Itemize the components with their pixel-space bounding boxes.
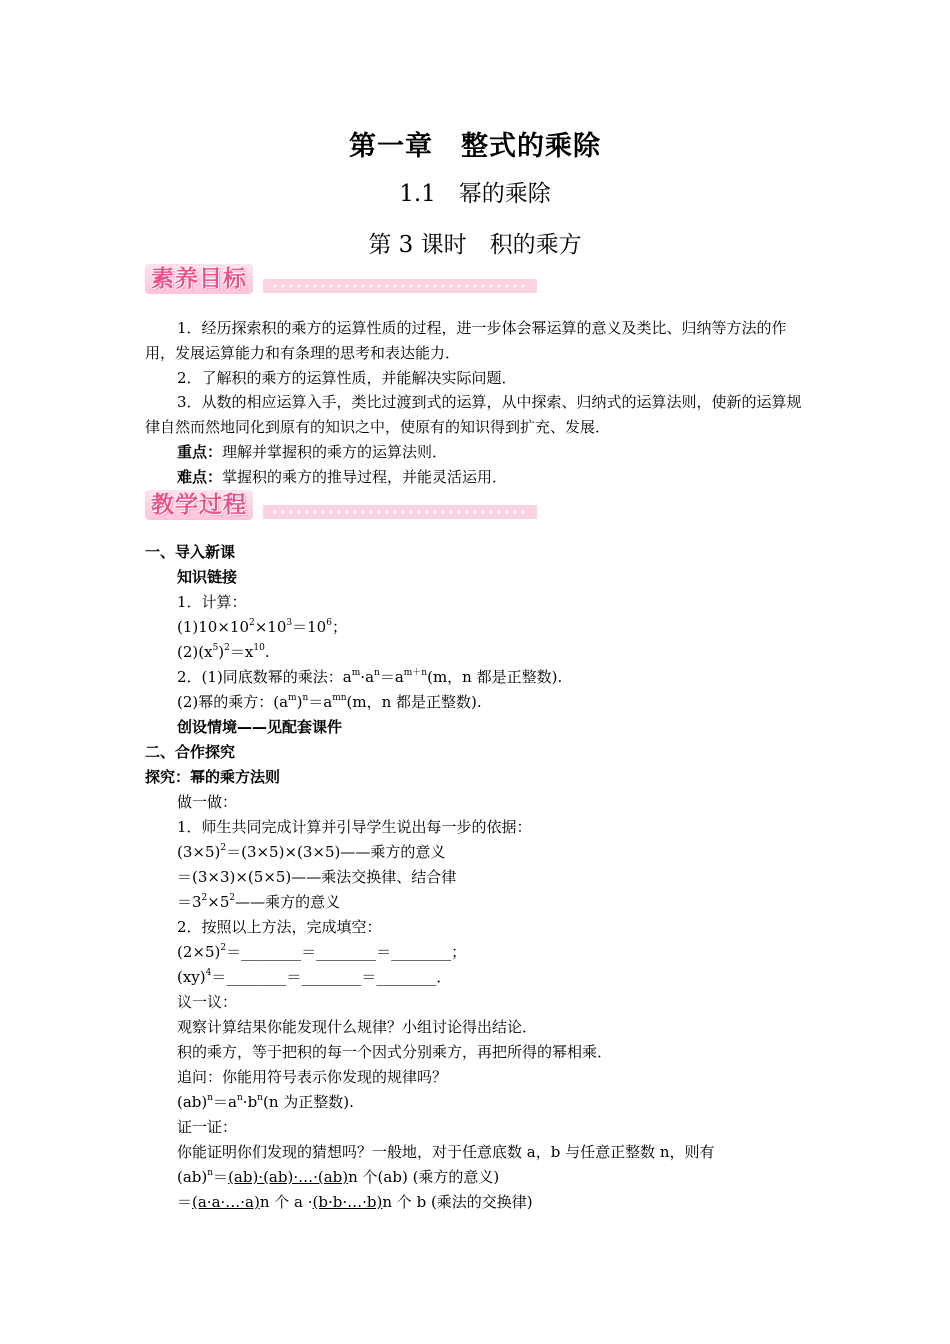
do-step-2: 2．按照以上方法，完成填空： <box>177 918 382 936</box>
sup: 2 <box>220 843 227 853</box>
text: (2)(x <box>177 643 213 661</box>
text: ＝(3×5)×(3×5)——乘方的意义 <box>226 843 446 861</box>
text: ＝________＝________＝________； <box>226 943 467 961</box>
sup: 4 <box>205 968 212 978</box>
proof-line-1 <box>177 1167 499 1187</box>
do-expr-1 <box>177 842 445 862</box>
text: ＝a <box>308 693 333 711</box>
section-heading-2: 二、合作探究 <box>145 743 236 761</box>
difficulty <box>177 467 507 487</box>
knowledge-link-heading: 知识链接 <box>177 568 238 586</box>
goal-1: 1．经历探索积的乘方的运算性质的过程，进一步体会幂运算的意义及类比、归纳等方法的作用，发展运算能力和有条理的思考和表达能力． <box>145 319 787 362</box>
explore-heading: 探究：幂的乘方法则 <box>145 768 281 786</box>
text: ×10 <box>254 618 287 636</box>
process-banner <box>145 490 537 524</box>
sup: 5 <box>212 643 219 653</box>
formula-line <box>177 1092 354 1112</box>
text: (ab) <box>177 1168 208 1186</box>
lesson-title: 第 3 课时 积的乘方 <box>368 232 582 258</box>
sup: n <box>302 693 309 703</box>
text: ) <box>218 643 225 661</box>
difficulty-text: 掌握积的乘方的推导过程，并能灵活运用． <box>222 468 508 486</box>
difficulty-label: 难点： <box>177 468 223 486</box>
text: ——乘方的意义 <box>235 893 341 911</box>
discuss-q2: 积的乘方，等于把积的每一个因式分别乘方，再把所得的幂相乘． <box>177 1043 613 1061</box>
text: n 个 b (乘法的交换律) <box>382 1193 533 1211</box>
do-expr-3 <box>177 892 340 912</box>
key-point-text: 理解并掌握积的乘方的运算法则． <box>222 443 448 461</box>
text: ＝ <box>213 1168 229 1186</box>
underlined-text: (a·a·…·a) <box>192 1193 260 1211</box>
sup: 2 <box>249 618 255 628</box>
text: ＝10 <box>292 618 327 636</box>
sup: m <box>288 693 297 703</box>
text: (ab) <box>177 1093 208 1111</box>
underlined-text: (b·b·…·b) <box>312 1193 383 1211</box>
prove-text: 你能证明你们发现的猜想吗？一般地，对于任意底数 a，b 与任意正整数 n，则有 <box>177 1143 715 1161</box>
text: 2．(1)同底数幂的乘法：a <box>177 668 352 686</box>
expr-1 <box>177 617 347 637</box>
sup: 2 <box>220 943 227 953</box>
rule-2 <box>177 692 482 712</box>
process-banner-label: 教学过程 <box>145 490 253 520</box>
fill-blank-1 <box>177 942 466 962</box>
text: (m，n 都是正整数). <box>346 693 482 711</box>
discuss-q1: 观察计算结果你能发现什么规律？小组讨论得出结论． <box>177 1018 538 1036</box>
sup: n <box>374 668 380 678</box>
sup: m <box>351 668 361 678</box>
goals-banner-label: 素养目标 <box>145 264 253 294</box>
banner-dots <box>271 510 527 514</box>
text: (n 为正整数). <box>262 1093 354 1111</box>
chapter-title: 第一章 整式的乘除 <box>349 131 601 162</box>
section-title: 1.1 幂的乘除 <box>399 181 551 207</box>
do-expr-2: ＝(3×3)×(5×5)——乘法交换律、结合律 <box>177 868 457 886</box>
text: . <box>264 643 270 661</box>
text: n 个 a · <box>259 1193 313 1211</box>
text: n 个(ab) (乘方的意义) <box>348 1168 500 1186</box>
discuss-label: 议一议： <box>177 993 238 1011</box>
banner-dots <box>271 284 527 288</box>
sup: m＋n <box>403 668 428 678</box>
do-step-1: 1．师生共同完成计算并引导学生说出每一步的依据： <box>177 818 532 836</box>
sup: 10 <box>253 643 265 653</box>
fill-blank-2 <box>177 967 451 987</box>
sup: n <box>237 1093 243 1103</box>
text: ＝a <box>379 668 404 686</box>
text: (2×5) <box>177 943 221 961</box>
text: ＝3 <box>177 893 202 911</box>
text: ＝________＝________＝________． <box>211 968 452 986</box>
text: (xy) <box>177 968 206 986</box>
do-label: 做一做： <box>177 793 238 811</box>
expr-2 <box>177 642 270 662</box>
proof-line-2 <box>177 1192 533 1212</box>
text: ＝ <box>177 1193 193 1211</box>
scene-line: 创设情境——见配套课件 <box>177 718 343 736</box>
text: ·b <box>242 1093 258 1111</box>
sup: 3 <box>286 618 293 628</box>
prove-label: 证一证： <box>177 1118 238 1136</box>
text: ·a <box>360 668 375 686</box>
text: ＝a <box>213 1093 237 1111</box>
goals-banner <box>145 264 537 298</box>
text: (2)幂的乘方：(a <box>177 693 289 711</box>
sup: n <box>207 1168 214 1178</box>
rule-1 <box>177 667 562 687</box>
section-heading-1: 一、导入新课 <box>145 543 236 561</box>
sup: n <box>257 1093 263 1103</box>
goal-3: 3．从数的相应运算入手，类比过渡到式的运算，从中探索、归纳式的运算法则，使新的运算规律自然而然地同化到原有的知识之中，使原有的知识得到扩充、发展． <box>145 393 802 436</box>
key-point <box>177 442 447 462</box>
text: ) <box>296 693 303 711</box>
key-point-label: 重点： <box>177 443 223 461</box>
discuss-q3: 追问：你能用符号表示你发现的规律吗？ <box>177 1068 448 1086</box>
sup: mn <box>332 693 347 703</box>
text: (3×5) <box>177 843 221 861</box>
text: ×5 <box>207 893 230 911</box>
sup: n <box>207 1093 214 1103</box>
text: (1)10×10 <box>177 618 249 636</box>
calc-label: 1．计算： <box>177 593 247 611</box>
text: ； <box>331 618 347 636</box>
text: ＝x <box>229 643 254 661</box>
sup: 6 <box>326 618 332 628</box>
sup: 2 <box>229 893 236 903</box>
underlined-text: (ab)·(ab)·…·(ab) <box>228 1168 349 1186</box>
sup: 2 <box>224 643 230 653</box>
sup: 2 <box>201 893 208 903</box>
goal-2: 2．了解积的乘方的运算性质，并能解决实际问题． <box>177 369 517 387</box>
text: (m，n 都是正整数). <box>427 668 563 686</box>
